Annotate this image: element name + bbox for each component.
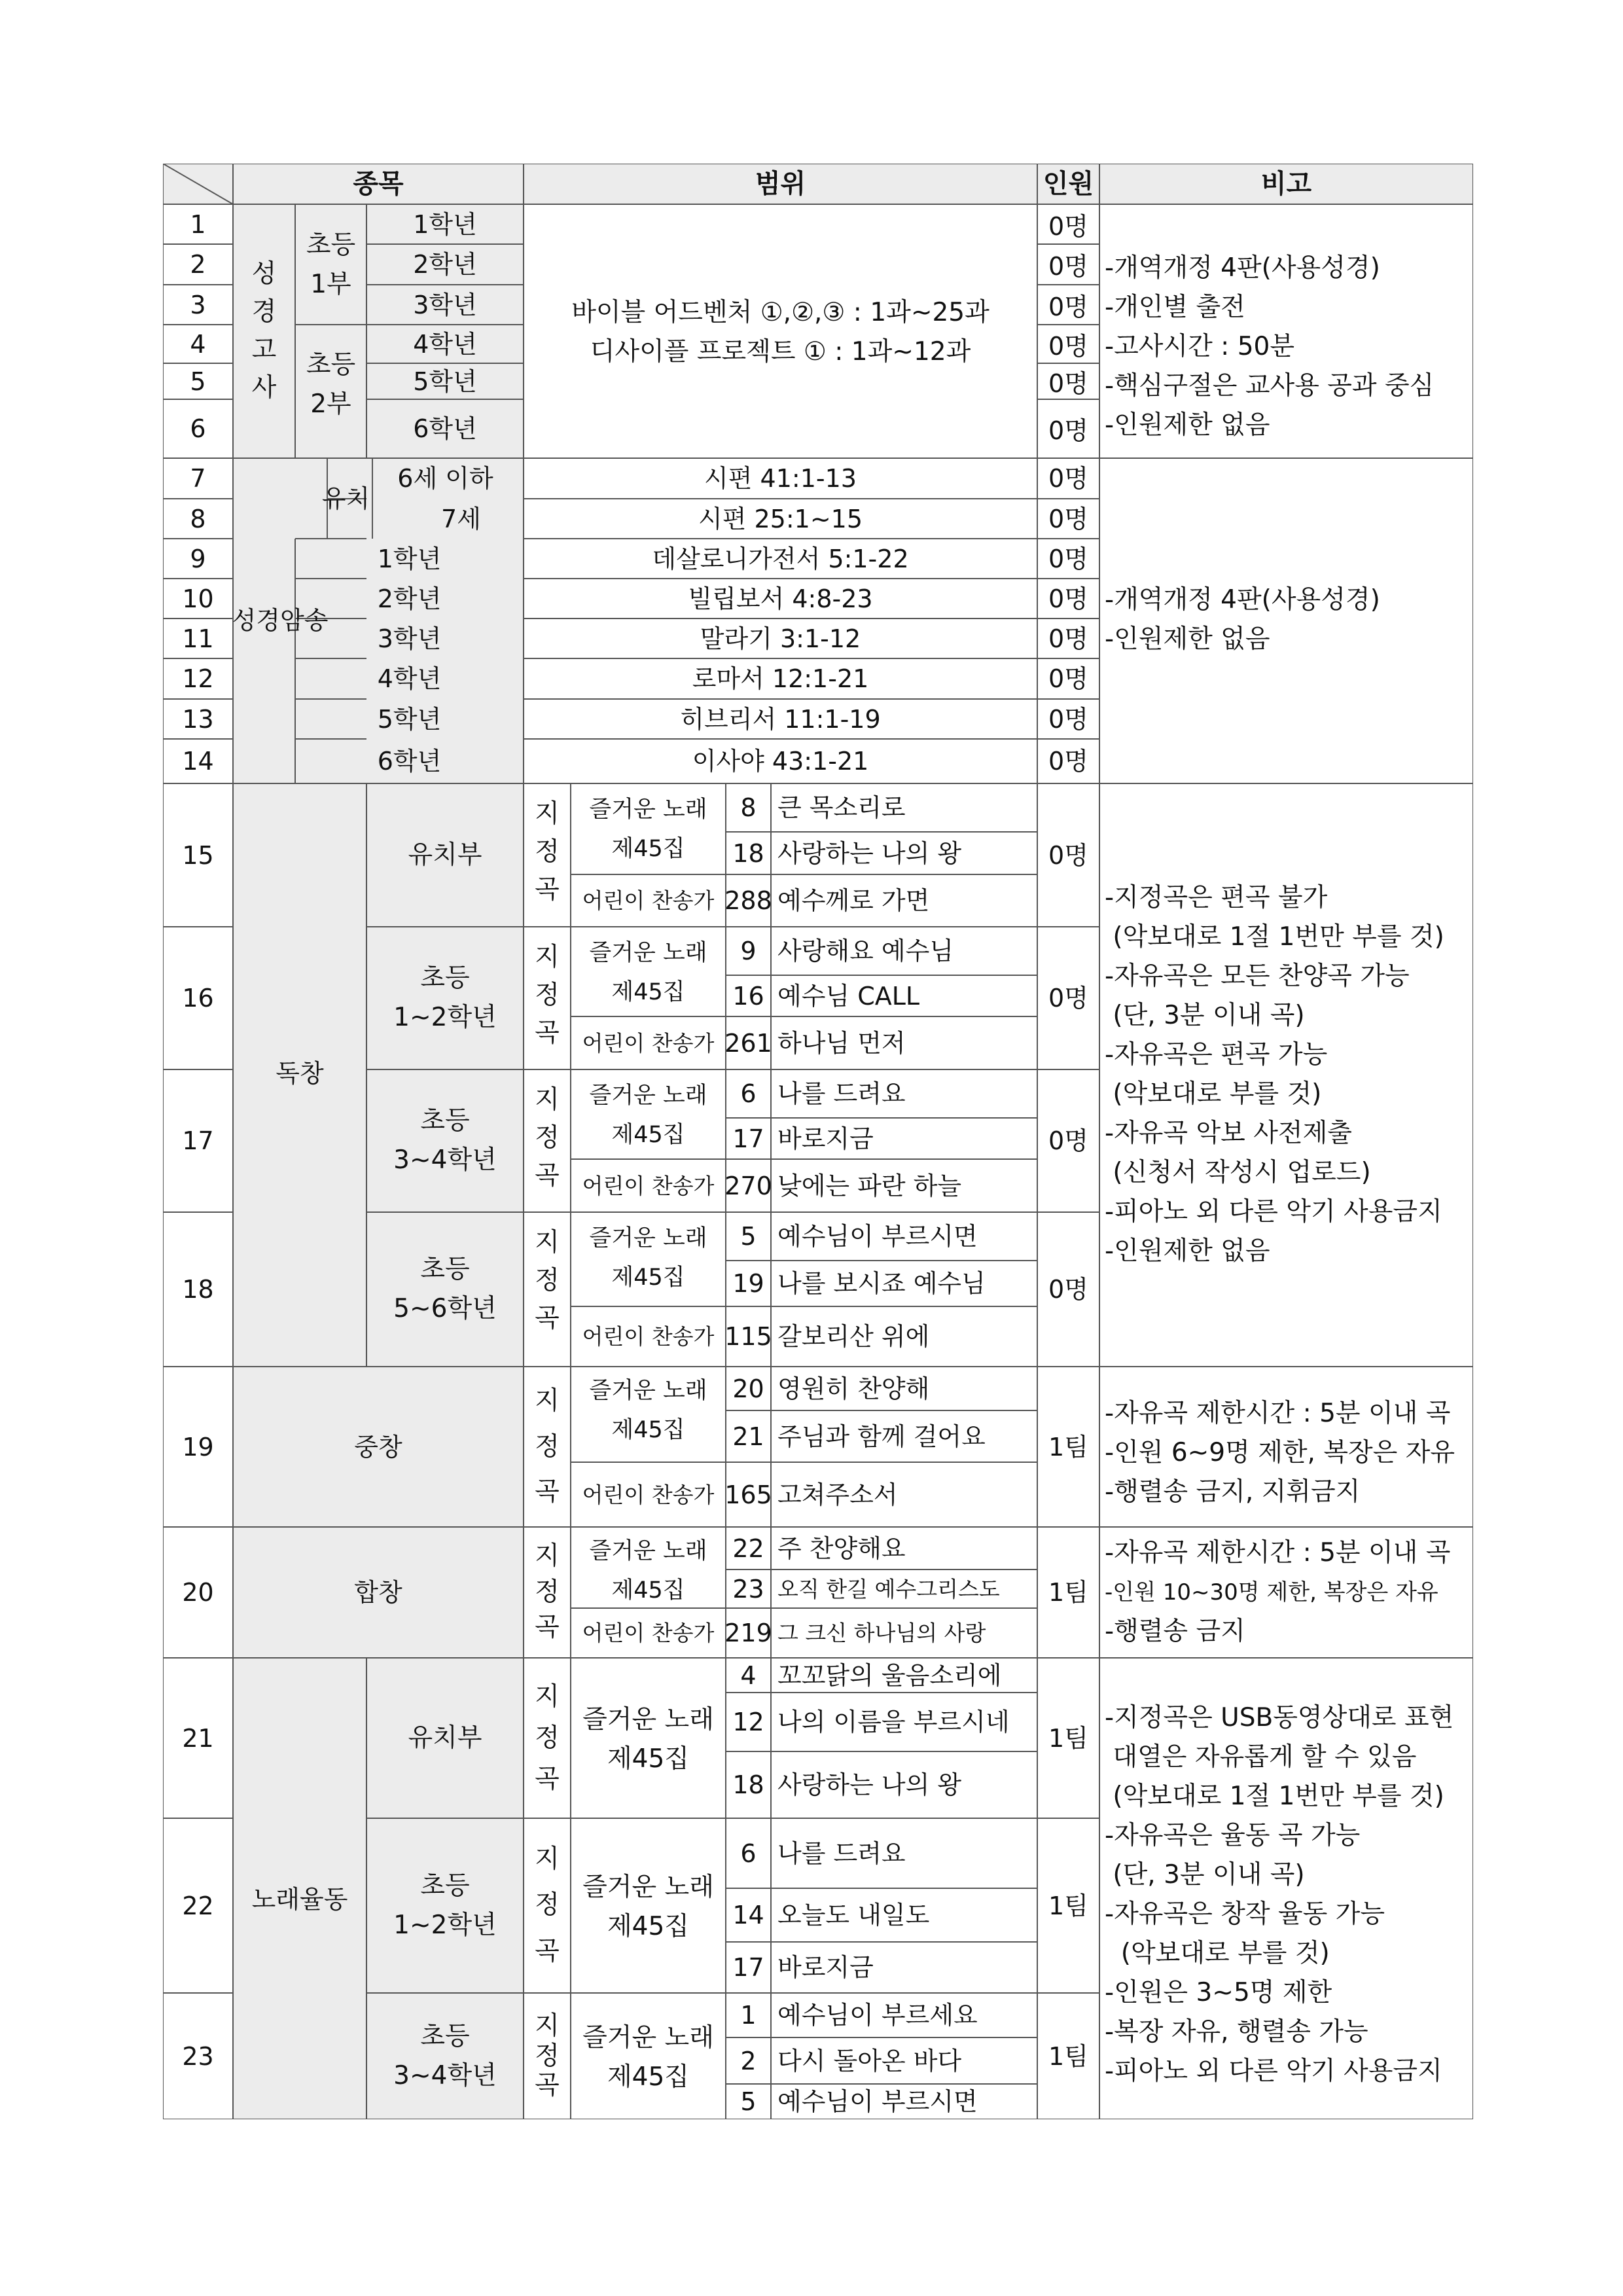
songbook-label-line: 즐거운 노래 [589,1378,707,1404]
solo-note-line: -자유곡은 편곡 가능 [1105,1040,1328,1069]
ensemble-title: 중창 [354,1432,402,1462]
group-label-line: 초등 [306,230,356,260]
ensemble-note-line: -인원 6~9명 제한, 복장은 자유 [1105,1438,1455,1467]
song-number: 6 [740,1079,757,1108]
solo-note [1105,878,1444,1271]
bible-test-note-line: -개역개정 4판(사용성경) [1105,253,1380,283]
count-cell: 1팀 [1048,2041,1088,2071]
song-number: 21 [732,1422,764,1451]
count-cell: 0명 [1048,331,1088,361]
group-label [393,959,497,1037]
designated-label-char: 정 [535,1577,560,1607]
choir-note [1105,1534,1450,1651]
count-cell: 0명 [1048,1275,1088,1304]
solo-note-line: (악보대로 1절 1번만 부를 것) [1105,922,1444,952]
choir-title: 합창 [354,1578,402,1607]
designated-label [535,1539,560,1646]
action-song-note-line: (악보대로 1절 1번만 부를 것) [1105,1782,1444,1811]
count-cell: 0명 [1048,840,1088,870]
song-title: 고쳐주소서 [777,1480,898,1509]
count-cell: 0명 [1048,984,1088,1013]
song-title: 영원히 찬양해 [777,1374,930,1403]
action-song-note-line: -복장 자유, 행렬송 가능 [1105,2017,1368,2047]
row-number: 17 [182,1126,214,1155]
designated-label-char: 정 [535,1266,560,1295]
song-number: 18 [732,1770,764,1799]
songbook-label-line: 제45집 [611,1417,685,1443]
memorize-note-line: -개역개정 4판(사용성경) [1105,585,1380,615]
song-number: 1 [740,2001,757,2030]
song-title: 그 크신 하나님의 사랑 [777,1620,986,1646]
song-number: 19 [732,1269,764,1298]
grade-cell: 6학년 [377,747,442,776]
bible-test-title-char: 성 [251,259,277,289]
action-song-note-line: -자유곡은 율동 곡 가능 [1105,1821,1361,1850]
designated-label-char: 지 [535,1228,560,1257]
action-song-note-line: -지정곡은 USB동영상대로 표현 [1105,1703,1454,1732]
group-label-line: 초등 [420,963,470,993]
songbook-label-line: 즐거운 노래 [589,1225,707,1251]
song-number: 20 [732,1374,764,1403]
count-cell: 0명 [1048,504,1088,533]
group-label [393,1102,497,1180]
song-number: 2 [740,2046,757,2075]
song-number: 261 [724,1028,772,1058]
grade-cell: 2학년 [413,250,477,279]
solo-note-line: -자유곡 악보 사전제출 [1105,1119,1352,1148]
row-number: 13 [182,704,214,734]
competition-table [163,164,1473,2119]
designated-label-char: 정 [535,1123,560,1153]
designated-label-char: 지 [535,799,560,829]
songbook-label-line: 즐거운 노래 [589,1538,707,1564]
row-number: 6 [190,414,206,443]
designated-label [535,1837,560,1975]
designated-label-char: 정 [535,837,560,867]
songbook-label [589,1077,707,1156]
group-label-line: 2부 [310,389,351,419]
song-title: 예수님이 부르세요 [777,2001,978,2030]
song-number: 17 [732,1953,764,1982]
count-cell: 1팀 [1048,1723,1088,1753]
group-label-line: 초등 [420,1255,470,1284]
action-song-note-line: -자유곡은 창작 율동 가능 [1105,1899,1385,1929]
designated-label-char: 곡 [535,875,560,905]
count-cell: 0명 [1048,464,1088,493]
songbook-label: 어린이 찬송가 [582,888,715,914]
song-title: 바로지금 [777,1953,874,1982]
designated-label [535,1081,560,1195]
row-number: 23 [182,2041,214,2071]
designated-label-char: 곡 [535,1477,560,1507]
choir-note-line: -행렬송 금지 [1105,1617,1245,1646]
songbook-label [582,2020,714,2098]
group-label [306,226,355,304]
songbook-label-line: 즐거운 노래 [589,940,707,966]
song-title: 다시 돌아온 바다 [777,2046,962,2075]
song-title: 바로지금 [777,1124,874,1153]
row-number: 9 [190,544,206,573]
song-number: 5 [740,2087,757,2116]
scope-cell: 빌립보서 4:8-23 [688,584,873,613]
count-cell: 0명 [1048,1126,1088,1155]
count-cell: 0명 [1048,416,1088,445]
row-number: 18 [182,1275,214,1304]
action-song-note-line: -피아노 외 다른 악기 사용금지 [1105,2056,1442,2086]
songbook-label: 어린이 찬송가 [582,1323,715,1350]
grade-cell: 7세 [441,504,481,533]
grade-cell: 3학년 [413,290,477,319]
group-label [393,1250,497,1329]
song-number: 23 [732,1574,764,1604]
solo-note-line: -인원제한 없음 [1105,1236,1270,1266]
row-number: 2 [190,250,206,279]
songbook-label [589,1534,707,1612]
songbook-label-line: 즐거운 노래 [582,1704,714,1734]
song-title: 하나님 먼저 [777,1028,906,1058]
group-label-line: 5~6학년 [393,1294,497,1323]
count-cell: 1팀 [1048,1891,1088,1920]
grade-cell: 1학년 [413,209,477,239]
scope-cell: 시편 25:1~15 [698,504,863,533]
count-cell: 0명 [1048,292,1088,321]
designated-label-char: 정 [535,980,560,1010]
count-cell: 0명 [1048,544,1088,573]
solo-note-line: (단, 3분 이내 곡) [1105,1001,1305,1030]
designated-label [535,1378,560,1515]
group-label [408,836,482,875]
designated-label-char: 곡 [535,1161,560,1191]
song-title: 오직 한길 예수그리스도 [777,1576,1000,1602]
count-cell: 0명 [1048,624,1088,653]
songbook-label [582,1702,714,1780]
group-label-line: 초등 [420,1871,470,1901]
songbook-label [582,1869,714,1948]
grade-cell: 3학년 [377,624,442,653]
song-title: 큰 목소리로 [777,793,906,822]
row-number: 1 [190,209,206,239]
bible-test-note [1105,249,1434,445]
song-number: 6 [740,1839,757,1868]
designated-label-char: 정 [535,2041,560,2071]
group-label-line: 초등 [420,1106,470,1136]
row-number: 14 [182,747,214,776]
group-label-line: 초등 [420,2021,470,2051]
row-number: 7 [190,464,206,493]
kinder-label: 유치 [321,484,370,513]
row-number: 4 [190,329,206,359]
song-number: 17 [732,1124,764,1153]
count-cell: 1팀 [1048,1578,1088,1607]
song-title: 주 찬양해요 [777,1534,906,1563]
row-number: 8 [190,504,206,533]
song-number: 5 [740,1222,757,1251]
scope-cell: 말라기 3:1-12 [700,624,861,653]
designated-label-char: 곡 [535,1936,560,1966]
row-number: 10 [182,584,214,613]
action-song-note-line: (단, 3분 이내 곡) [1105,1860,1305,1890]
row-number: 5 [190,367,206,396]
memorize-note-line: -인원제한 없음 [1105,624,1270,654]
designated-label-char: 지 [535,942,560,972]
group-label [393,2017,497,2096]
solo-note-line: (악보대로 부를 것) [1105,1079,1322,1109]
songbook-label [589,1373,707,1452]
row-number: 12 [182,664,214,693]
songbook-label: 어린이 찬송가 [582,1173,715,1198]
song-number: 288 [724,886,772,915]
memorize-note [1105,581,1380,659]
designated-label-char: 곡 [535,1765,560,1794]
bible-test-scope-line: 바이블 어드벤처 ①,②,③ : 1과~25과 [571,298,990,327]
row-number: 16 [182,984,214,1013]
designated-label-char: 지 [535,1682,560,1712]
song-title: 예수님이 부르시면 [777,2087,978,2116]
count-cell: 0명 [1048,664,1088,693]
bible-test-scope [571,293,990,372]
songbook-label-line: 즐거운 노래 [589,1083,707,1109]
song-title: 사랑해요 예수님 [777,937,954,965]
song-title: 사랑하는 나의 왕 [777,1770,962,1799]
row-number: 11 [182,624,214,653]
bible-test-title-char: 고 [251,335,277,365]
action-song-note-line: -인원은 3~5명 제한 [1105,1978,1332,2007]
designated-label [535,939,560,1052]
song-title: 예수님이 부르시면 [777,1222,978,1251]
designated-label-char: 곡 [535,1613,560,1643]
scope-cell: 시편 41:1-13 [704,464,857,493]
songbook-label [589,1220,707,1299]
header-scope: 범위 [755,169,806,199]
group-label-line: 1~2학년 [393,1003,497,1032]
bible-test-note-line: -고사시간 : 50분 [1105,332,1295,361]
songbook-label: 어린이 찬송가 [582,1620,715,1646]
action-song-note-line: 대열은 자유롭게 할 수 있음 [1105,1742,1417,1772]
song-title: 나를 보시죠 예수님 [777,1269,986,1298]
group-label [393,1867,497,1945]
songbook-label-line: 제45집 [607,1744,689,1774]
header-count: 인원 [1043,169,1094,199]
solo-note-line: -피아노 외 다른 악기 사용금지 [1105,1197,1442,1227]
designated-label-char: 곡 [535,1018,560,1048]
song-title: 예수님 CALL [777,981,920,1011]
scope-cell: 데살로니가전서 5:1-22 [652,544,909,573]
scope-cell: 이사야 43:1-21 [692,747,869,776]
song-number: 165 [724,1480,772,1509]
designated-label [535,795,560,909]
bible-test-note-line: -개인별 출전 [1105,293,1245,322]
songbook-label-line: 제45집 [611,1122,685,1148]
header-note: 비고 [1260,169,1312,199]
ensemble-note-line: -행렬송 금지, 지휘금지 [1105,1477,1361,1507]
bible-test-note-line: -핵심구절은 교사용 공과 중심 [1105,371,1435,401]
songbook-label-line: 즐거운 노래 [589,797,707,823]
designated-label-char: 지 [535,1085,560,1115]
designated-label [535,1224,560,1338]
songbook-label-line: 제45집 [607,1911,689,1941]
designated-label-char: 정 [535,1723,560,1753]
grade-cell: 2학년 [377,584,442,613]
grade-cell: 6세 이하 [397,464,493,493]
designated-label-char: 지 [535,1386,560,1416]
count-cell: 0명 [1048,252,1088,281]
songbook-label-line: 제45집 [611,1577,685,1604]
row-number: 22 [182,1891,214,1920]
song-title: 오늘도 내일도 [777,1901,930,1929]
designated-label [535,2011,560,2101]
count-cell: 0명 [1048,704,1088,734]
row-number: 20 [182,1578,214,1607]
group-label-line: 3~4학년 [393,1145,497,1175]
designated-label-char: 지 [535,1844,560,1874]
ensemble-note [1105,1394,1455,1512]
song-title: 사랑하는 나의 왕 [777,838,962,868]
count-cell: 0명 [1048,211,1088,241]
song-title: 나의 이름을 부르시네 [777,1708,1010,1736]
row-number: 19 [182,1432,214,1462]
grade-cell: 6학년 [413,414,477,443]
grade-cell: 5학년 [413,367,477,396]
grade-cell: 5학년 [377,704,442,734]
group-label [408,1719,482,1758]
song-number: 219 [724,1619,772,1647]
solo-title: 독창 [276,1059,324,1088]
shaded-cell [233,1367,524,1658]
song-title: 주님과 함께 걸어요 [777,1422,986,1451]
count-cell: 0명 [1048,584,1088,613]
song-title: 낮에는 파란 하늘 [777,1171,962,1200]
song-number: 12 [732,1708,764,1736]
song-number: 270 [724,1171,772,1200]
row-number: 15 [182,840,214,870]
songbook-label: 어린이 찬송가 [582,1030,715,1056]
song-title: 갈보리산 위에 [777,1322,930,1351]
designated-label-char: 지 [535,1541,560,1571]
songbook-label-line: 즐거운 노래 [582,1872,714,1902]
grade-cell: 1학년 [377,544,442,573]
songbook-label-line: 즐거운 노래 [582,2022,714,2053]
designated-label-char: 정 [535,1890,560,1920]
header-event: 종목 [353,169,404,199]
song-title: 꼬꼬닭의 울음소리에 [777,1660,1002,1690]
song-title: 나를 드려요 [777,1079,906,1108]
bible-test-scope-line: 디사이플 프로젝트 ① : 1과~12과 [590,337,971,367]
bible-test-title-char: 사 [251,373,277,403]
group-label-line: 1부 [310,270,351,299]
scope-cell: 히브리서 11:1-19 [680,704,881,734]
songbook-label-line: 제45집 [611,836,685,862]
songbook-label: 어린이 찬송가 [582,1482,715,1507]
count-cell: 1팀 [1048,1432,1088,1462]
group-label-line: 3~4학년 [393,2060,497,2090]
bible-test-note-line: -인원제한 없음 [1105,410,1270,440]
song-number: 14 [732,1901,764,1929]
song-title: 나를 드려요 [777,1839,906,1868]
song-number: 9 [740,937,757,965]
designated-label-char: 지 [535,2011,560,2041]
choir-note-line: -자유곡 제한시간 : 5분 이내 곡 [1105,1538,1451,1568]
designated-label-char: 곡 [535,1304,560,1333]
action-song-note-line: (악보대로 부를 것) [1105,1939,1330,1968]
count-cell: 0명 [1048,747,1088,776]
song-number: 4 [740,1660,757,1690]
songbook-label-line: 제45집 [611,1265,685,1291]
group-label-line: 유치부 [408,1723,482,1753]
choir-note-line: -인원 10~30명 제한, 복장은 자유 [1105,1579,1438,1605]
group-label [306,346,355,424]
song-number: 115 [724,1322,772,1351]
songbook-label-line: 제45집 [607,2062,689,2092]
action-song-note [1105,1698,1454,2091]
bible-test-title-char: 경 [251,297,277,327]
designated-label-char: 곡 [535,2071,560,2101]
grade-cell: 4학년 [377,664,442,693]
song-number: 16 [732,981,764,1011]
memorize-title: 성경암송 [232,606,329,635]
designated-label-char: 정 [535,1431,560,1462]
solo-note-line: -자유곡은 모든 찬양곡 가능 [1105,961,1410,991]
count-cell: 0명 [1048,368,1088,398]
solo-note-line: -지정곡은 편곡 불가 [1105,883,1328,912]
song-number: 18 [732,838,764,868]
songbook-label [589,935,707,1013]
bible-test-title [252,255,277,407]
action-song-title: 노래율동 [251,1885,348,1914]
grade-cell: 4학년 [413,329,477,359]
scope-cell: 로마서 12:1-21 [692,664,869,693]
row-number: 3 [190,290,206,319]
ensemble-note-line: -자유곡 제한시간 : 5분 이내 곡 [1105,1399,1451,1428]
row-number: 21 [182,1723,214,1753]
song-number: 22 [732,1534,764,1563]
designated-label [535,1676,560,1800]
group-label-line: 유치부 [408,840,482,870]
songbook-label-line: 제45집 [611,979,685,1005]
group-label-line: 초등 [306,350,356,380]
group-label-line: 1~2학년 [393,1910,497,1940]
songbook-label [589,791,707,870]
solo-note-line: (신청서 작성시 업로드) [1105,1158,1371,1187]
song-number: 8 [740,793,757,822]
song-title: 예수께로 가면 [777,886,930,915]
